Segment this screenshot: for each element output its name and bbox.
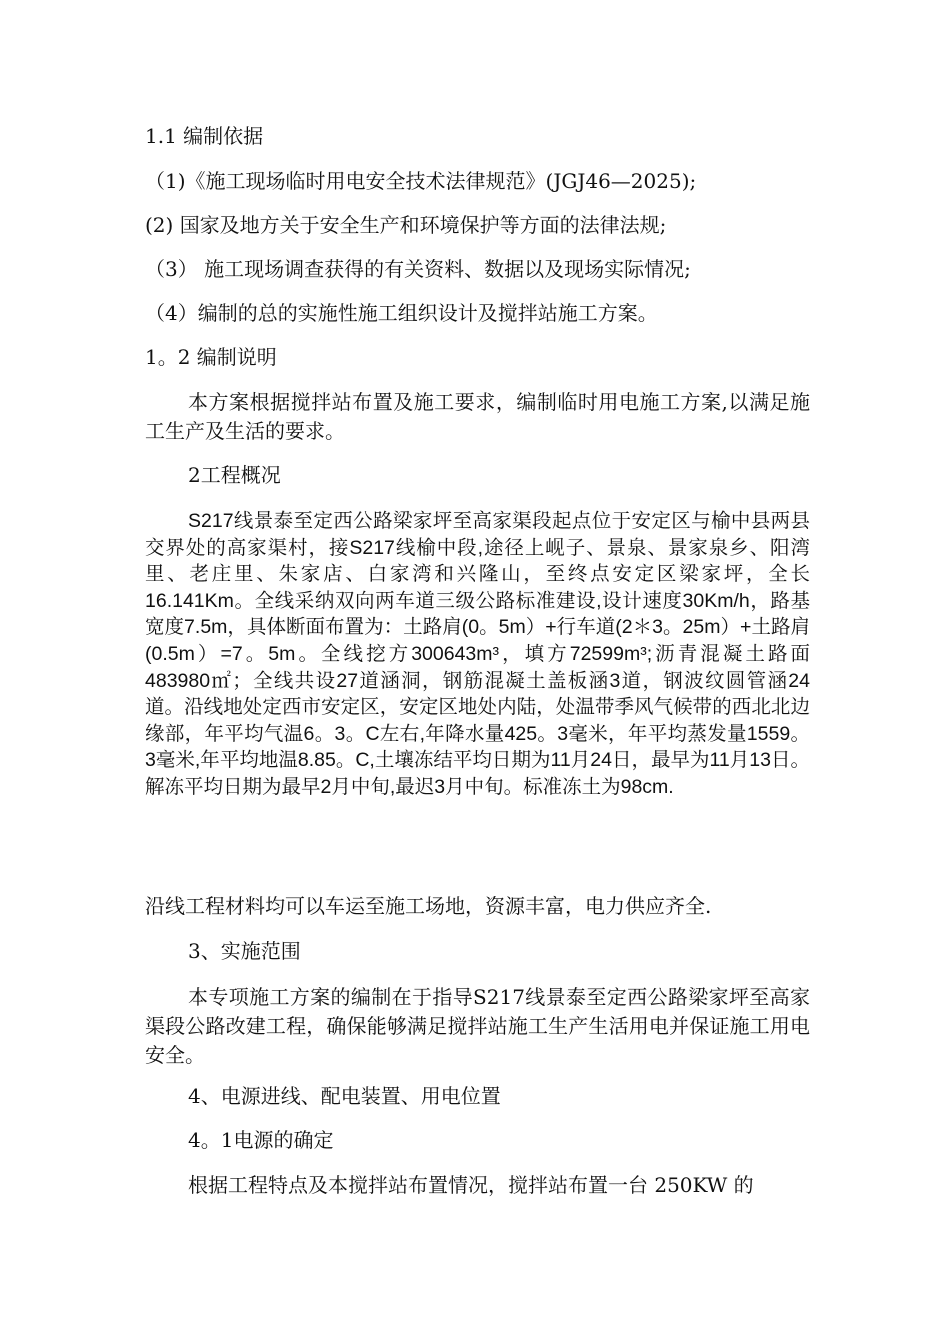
heading-4: 4、电源进线、配电装置、用电位置 bbox=[188, 1084, 501, 1108]
basis-item-4: （4）编制的总的实施性施工组织设计及搅拌站施工方案。 bbox=[145, 301, 658, 325]
basis-item-3: （3） 施工现场调查获得的有关资料、数据以及现场实际情况; bbox=[145, 257, 691, 281]
overview-paragraph: S217线景泰至定西公路梁家坪至高家渠段起点位于安定区与榆中县两县交界处的高家渠村，接S217线榆中段,途径上岘子、景泉、景家泉乡、阳湾里、老庄里、朱家店、白家湾和兴隆山，至终点安定区梁家坪，全长16.141Km。全线采纳双向两车道三级公路标准建设,设计速度30Km/h，路基宽度7.5m，具体断面布置为：土路肩(0。5m）+行车道(2＊3。25m）+土路肩(0.5m）=7。5m。全线挖方300643m³，填方72599m³;沥青混凝土路面483980㎡；全线共设27道涵洞，钢筋混凝土盖板涵3道，钢波纹圆管涵24道。沿线地处定西市安定区，安定区地处内陆，处温带季风气候带的西北北边缘部，年平均气温6。3。C左右,年降水量425。3毫米，年平均蒸发量1559。3毫米,年平均地温8.85。C,土壤冻结平均日期为11月24日，最早为11月13日。解冻平均日期为最早2月中旬,最迟3月中旬。标准冻土为98cm. bbox=[145, 510, 810, 798]
materials-line: 沿线工程材料均可以车运至施工场地，资源丰富，电力供应齐全. bbox=[145, 894, 712, 918]
basis-item-2: (2) 国家及地方关于安全生产和环境保护等方面的法律法规; bbox=[145, 213, 667, 237]
heading-3: 3、实施范围 bbox=[188, 939, 301, 963]
power-paragraph: 根据工程特点及本搅拌站布置情况，搅拌站布置一台 250KW 的 bbox=[188, 1173, 754, 1197]
heading-1-1: 1.1 编制依据 bbox=[145, 124, 264, 148]
scope-paragraph: 本专项施工方案的编制在于指导S217线景泰至定西公路梁家坪至高家渠段公路改建工程，确保能够满足搅拌站施工生产生活用电并保证施工用电安全。 bbox=[145, 985, 810, 1067]
basis-item-1: （1)《施工现场临时用电安全技术法律规范》(JGJ46—2025); bbox=[145, 169, 697, 193]
heading-2: 2工程概况 bbox=[188, 463, 281, 487]
description-paragraph: 本方案根据搅拌站布置及施工要求，编制临时用电施工方案,以满足施工生产及生活的要求。 bbox=[145, 390, 810, 443]
heading-1-2: 1。2 编制说明 bbox=[145, 345, 277, 369]
heading-4-1: 4。1电源的确定 bbox=[188, 1128, 334, 1152]
